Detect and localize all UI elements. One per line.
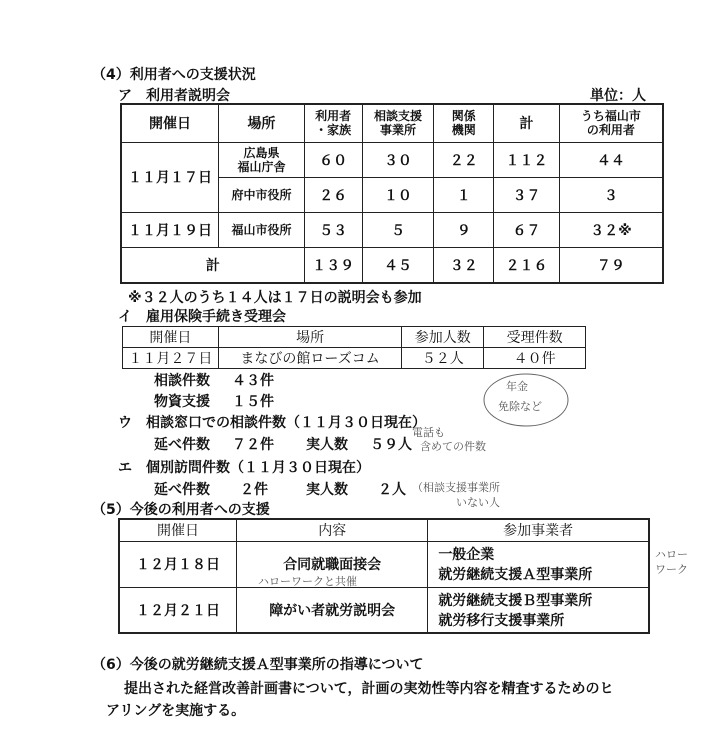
date-nov19: １１月１９日 [121, 212, 219, 247]
actual-people-value: ５９人 [370, 437, 412, 453]
cell-received: ４０件 [484, 348, 586, 369]
cell-participants: 就労継続支援Ｂ型事業所 就労移行支援事業所 [428, 587, 649, 633]
sum-total: ２１６ [494, 247, 560, 283]
cell-fukuyama: ４４ [559, 142, 663, 177]
sum-users: １３９ [304, 247, 362, 283]
subsection-e-heading: エ 個別訪問件数（１１月３０日現在） [118, 460, 370, 476]
handwritten-pension: 年金 [506, 380, 528, 393]
sum-fukuyama: ７９ [559, 247, 663, 283]
header-content: 内容 [237, 519, 428, 541]
goods-support-label: 物資支援 [154, 394, 210, 410]
cell-fukuyama: ３ [559, 177, 663, 212]
visit-people-value: ２人 [378, 482, 406, 498]
cell-users: ６０ [304, 142, 362, 177]
handwritten-hello: ハロー [655, 548, 688, 561]
handwritten-phone: 電話も [412, 426, 445, 439]
consult-count-label: 相談件数 [154, 373, 210, 389]
cell-content: 障がい者就労説明会 [237, 587, 428, 633]
visit-people-label: 実人数 [306, 482, 348, 498]
sum-consult: ４５ [362, 247, 434, 283]
cell-total: ３７ [494, 177, 560, 212]
subsection-i-heading: イ 雇用保険手続き受理会 [118, 309, 286, 325]
cell-users: ２６ [304, 177, 362, 212]
cell-agency: ２２ [434, 142, 494, 177]
visit-count-value: ２件 [240, 482, 268, 498]
briefing-table [120, 103, 664, 284]
cell-users: ５３ [304, 212, 362, 247]
place-fuchu: 府中市役所 [219, 177, 305, 212]
subsection-a-heading: ア 利用者説明会 [118, 88, 230, 104]
future-support-table [118, 518, 650, 634]
cell-agency: １ [434, 177, 494, 212]
section5-heading: （5）今後の利用者への支援 [92, 502, 270, 518]
cell-content: 合同就職面接会 [237, 541, 428, 587]
cell-date: １２月１８日 [119, 541, 237, 587]
sum-agency: ３２ [434, 247, 494, 283]
cell-agency: ９ [434, 212, 494, 247]
cell-total: １１２ [494, 142, 560, 177]
cell-date: １１月２７日 [123, 348, 219, 369]
date-nov17: １１月１７日 [121, 142, 219, 212]
section6-heading: （6）今後の就労継続支援Ａ型事業所の指導について [92, 657, 424, 673]
goods-support-value: １５件 [232, 394, 274, 410]
cell-total: ６７ [494, 212, 560, 247]
total-count-label: 延べ件数 [154, 437, 210, 453]
actual-people-label: 実人数 [306, 437, 348, 453]
header-agency: 関係 機関 [434, 104, 494, 142]
sum-label: 計 [121, 247, 304, 283]
total-count-value: ７２件 [232, 437, 274, 453]
insurance-table [122, 326, 586, 369]
cell-fukuyama: ３２※ [559, 212, 663, 247]
handwritten-including: 含めての件数 [420, 440, 486, 453]
cell-consult: ５ [362, 212, 434, 247]
section6-body-line2: アリングを実施する。 [106, 703, 246, 719]
cell-count: ５２人 [402, 348, 484, 369]
header-place: 場所 [219, 104, 305, 142]
consult-count-value: ４３件 [232, 373, 274, 389]
header-consult: 相談支援 事業所 [362, 104, 434, 142]
cell-date: １２月２１日 [119, 587, 237, 633]
place-fukuyama: 福山市役所 [219, 212, 305, 247]
section6-body-line1: 提出された経営改善計画書について，計画の実効性等内容を精査するためのヒ [124, 681, 614, 697]
cell-participants: 一般企業 就労継続支援Ａ型事業所 [428, 541, 649, 587]
cell-consult: ３０ [362, 142, 434, 177]
header-received: 受理件数 [484, 327, 586, 348]
header-date: 開催日 [123, 327, 219, 348]
header-date: 開催日 [119, 519, 237, 541]
unit-label: 単位：人 [590, 88, 646, 104]
visit-count-label: 延べ件数 [154, 482, 210, 498]
handwritten-exemption: 免除など [498, 400, 542, 413]
subsection-u-heading: ウ 相談窓口での相談件数（１１月３０日現在） [118, 415, 426, 431]
place-hiroshima: 広島県 福山庁舎 [219, 142, 305, 177]
header-users: 利用者 ・家族 [304, 104, 362, 142]
section4-heading: （4）利用者への支援状況 [92, 67, 256, 83]
header-place: 場所 [218, 327, 402, 348]
header-date: 開催日 [121, 104, 219, 142]
handwritten-consult-office: （相談支援事業所 [412, 481, 500, 494]
handwritten-work: ワーク [655, 563, 688, 576]
cell-place: まなびの館ローズコム [218, 348, 402, 369]
cell-consult: １０ [362, 177, 434, 212]
handwritten-cohost: ハローワークと共催 [258, 575, 357, 588]
handwritten-none: いない人 [456, 496, 500, 509]
header-count: 参加人数 [402, 327, 484, 348]
briefing-note: ※３２人のうち１４人は１７日の説明会も参加 [128, 290, 422, 306]
header-fukuyama: うち福山市 の利用者 [559, 104, 663, 142]
header-participants: 参加事業者 [428, 519, 649, 541]
header-total: 計 [494, 104, 560, 142]
